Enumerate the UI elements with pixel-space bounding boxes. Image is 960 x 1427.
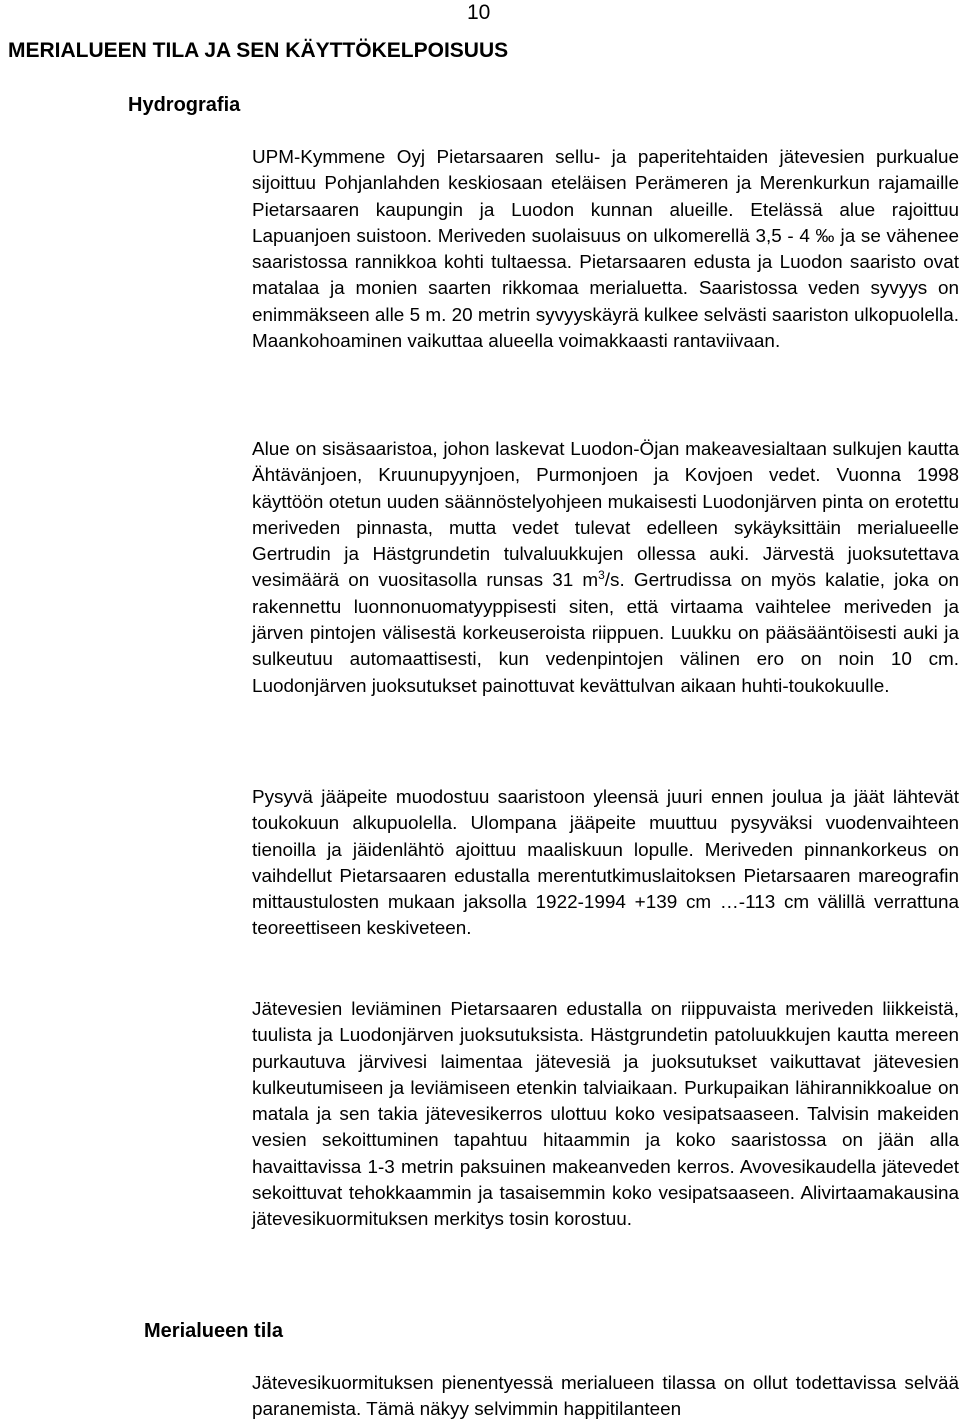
paragraph-jaapeite xyxy=(252,785,959,943)
section-heading-merialueen-tila: Merialueen tila xyxy=(144,1320,283,1342)
paragraph-kuormituksen-pienentyminen xyxy=(252,1371,959,1424)
paragraph-sisasaaristo xyxy=(252,437,959,700)
paragraph-text xyxy=(252,437,959,700)
page-title: MERIALUEEN TILA JA SEN KÄYTTÖKELPOISUUS xyxy=(8,39,509,62)
superscript-exponent: 3 xyxy=(598,568,605,583)
page-number: 10 xyxy=(467,1,491,24)
paragraph-text-part: /s. Gertrudissa on myös kalatie, joka on rakennettu luonnonuomatyyppisesti siten, että virtaama vaihtelee meriveden ja järven pintojen välisestä korkeuseroista riippuen. Luukku on pääsääntöisesti auki ja sulkeutuu automaattisesti, kun vedenpintojen välinen ero on noin 10 cm. Luodonjärven juoksutukset painottuvat kevättulvan aikaan huhti-toukokuulle. xyxy=(252,570,960,697)
paragraph-purkualue xyxy=(252,145,959,355)
paragraph-text-part: Alue on sisäsaaristoa, johon laskevat Luodon-Öjan makeavesialtaan sulkujen kautta Ähtävänjoen, Kruunupyynjoen, Purmonjoen ja Kovjoen vedet. Vuonna 1998 käyttöön otetun uuden säännöstelyohjeen mukaisesti Luodonjärven pinta on erotettu meriveden pinnasta, mutta vedet tulevat edelleen sykäyksittäin merialueelle Gertrudin ja Hästgrundetin tulvaluukkujen ollessa auki. Järvestä juoksutettava vesimäärä on vuositasolla runsas 31 m xyxy=(252,439,959,592)
paragraph-text: UPM-Kymmene Oyj Pietarsaaren sellu- ja paperitehtaiden jätevesien purkualue sijoittuu Pohjanlahden keskiosaan eteläisen Perämeren ja Merenkurkun rajamaille Pietarsaaren kaupungin ja Luodon kunnan alueille. Etelässä alue rajoittuu Lapuanjoen suistoon. Meriveden suolaisuus on ulkomerellä 3,5 - 4 ‰ ja se vähenee saaristossa rannikkoa kohti tultaessa. Pietarsaaren edusta ja Luodon saaristo ovat matalaa ja monien saarten rikkomaa merialuetta. Saaristossa veden syvyys on enimmäkseen alle 5 m. 20 metrin syvyyskäyrä kulkee selvästi saariston ulkopuolella. Maankohoaminen vaikuttaa alueella voimakkaasti rantaviivaan. xyxy=(252,147,959,353)
paragraph-text: Jätevesien leviäminen Pietarsaaren edustalla on riippuvaista meriveden liikkeistä, tuulista ja Luodonjärven juoksutuksista. Hästgrundetin patoluukkujen kautta mereen purkautuva järvivesi laimentaa jätevesiä ja juoksutukset vaikuttavat jätevesien kulkeutumiseen ja leviämiseen etenkin talviaikaan. Purkupaikan lähirannikkoalue on matala ja sen takia jätevesikerros ulottuu koko vesipatsaaseen. Talvisin makeiden vesien sekoittuminen tapahtuu hitaammin ja koko saaristossa on jään alla havaittavissa 1-3 metrin paksuinen makeanveden kerros. Avovesikaudella jätevedet sekoittuvat tehokkaammin ja tasaisemmin koko vesipatsaaseen. Alivirtaamakausina jätevesikuormituksen merkitys tosin korostuu. xyxy=(252,999,959,1231)
paragraph-jatevesien-leviaminen xyxy=(252,997,959,1234)
paragraph-text: Pysyvä jääpeite muodostuu saaristoon yleensä juuri ennen joulua ja jäät lähtevät toukokuun alkupuolella. Ulompana jääpeite muuttuu pysyväksi vuodenvaihteen tienoilla ja jäidenlähtö ajoittuu maaliskuun lopulle. Meriveden pinnankorkeus on vaihdellut Pietarsaaren edustalla merentutkimuslaitoksen Pietarsaaren mareografin mittaustulosten mukaan jaksolla 1922-1994 +139 cm …-113 cm välillä verrattuna teoreettiseen keskiveteen. xyxy=(252,787,959,940)
section-heading-hydrografia: Hydrografia xyxy=(128,94,241,116)
paragraph-text: Jätevesikuormituksen pienentyessä merialueen tilassa on ollut todettavissa selvää paranemista. Tämä näkyy selvimmin happitilanteen xyxy=(252,1373,959,1421)
